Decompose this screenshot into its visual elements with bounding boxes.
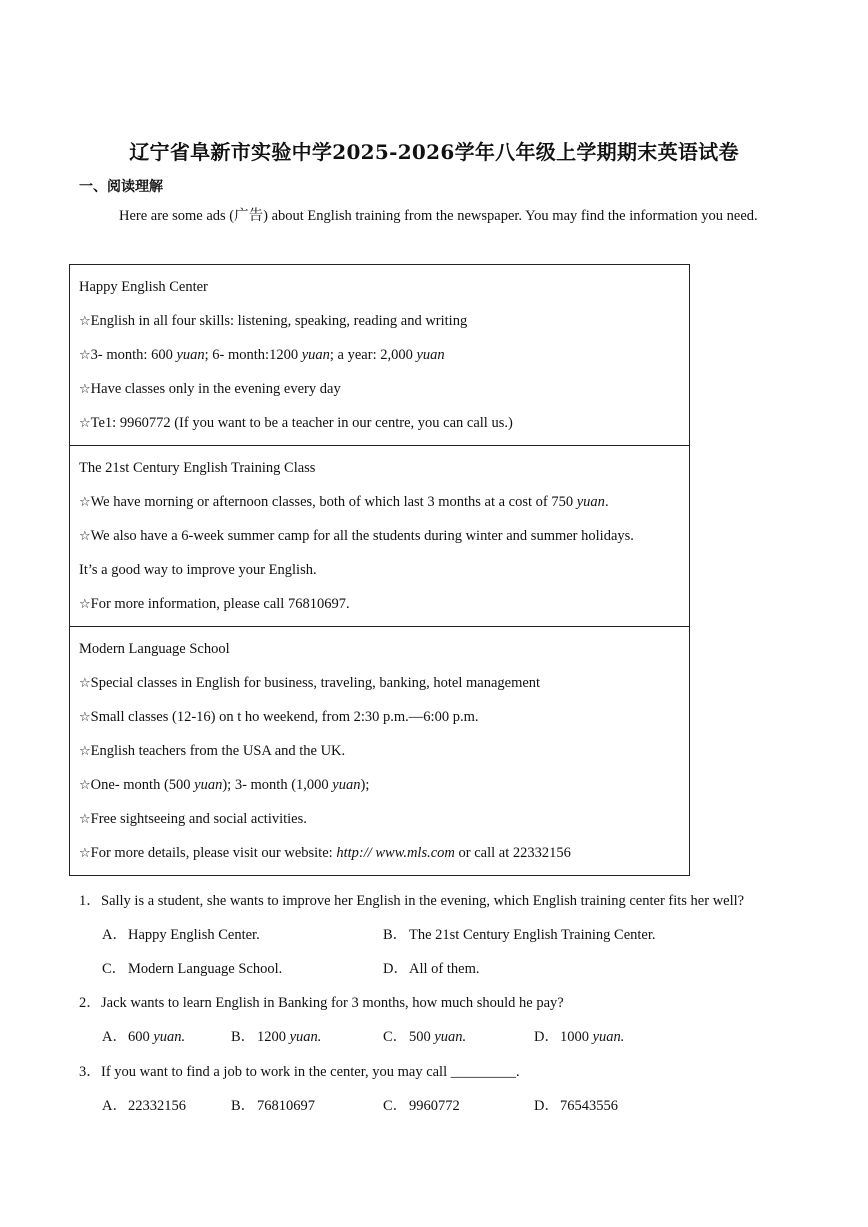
option-letter: A．	[102, 1029, 127, 1045]
option-letter: C．	[383, 1029, 408, 1045]
star-icon: ☆	[79, 416, 91, 431]
star-icon: ☆	[79, 812, 91, 827]
question-stem	[79, 1060, 520, 1081]
option-letter: B．	[231, 1029, 256, 1045]
text-fragment: 600	[128, 1029, 154, 1045]
text-fragment: It’s a good way to improve your English.	[79, 562, 317, 578]
option-letter: A．	[102, 927, 127, 943]
text-fragment: or call at 22332156	[454, 845, 571, 861]
ad-title: The 21st Century English Training Class	[79, 460, 316, 476]
italic-text: yuan.	[153, 1029, 186, 1045]
question-number: 1．	[79, 893, 101, 909]
ad-line	[79, 587, 680, 621]
text-fragment: Happy English Center.	[128, 927, 260, 943]
ad-line	[79, 768, 680, 802]
star-icon: ☆	[79, 495, 91, 510]
text-fragment: 500	[409, 1029, 435, 1045]
ad-block	[70, 265, 689, 446]
text-fragment: 76810697	[257, 1098, 315, 1114]
option-letter: B．	[231, 1098, 256, 1114]
option-letter: C．	[383, 1098, 408, 1114]
text-fragment: );	[360, 777, 370, 793]
option-letter: A．	[102, 1098, 127, 1114]
answer-option[interactable]	[383, 1025, 466, 1046]
ad-title: Happy English Center	[79, 279, 208, 295]
question-text: If you want to find a job to work in the center, you may call _________.	[101, 1064, 520, 1080]
ad-line	[79, 406, 680, 440]
text-fragment: Small classes (12-16) on t ho weekend, from 2:30 p.m.—6:00 p.m.	[90, 709, 479, 725]
ad-title: Modern Language School	[79, 641, 230, 657]
ad-line	[79, 802, 680, 836]
text-fragment: For more information, please call 76810697.	[90, 596, 350, 612]
text-fragment: We have morning or afternoon classes, both of which last 3 months at a cost of 750	[90, 494, 577, 510]
italic-text: yuan	[301, 347, 330, 363]
text-fragment: Have classes only in the evening every day	[90, 381, 341, 397]
text-fragment: 76543556	[560, 1098, 618, 1114]
text-fragment: For more details, please visit our website:	[90, 845, 337, 861]
text-fragment: We also have a 6-week summer camp for all the students during winter and summer holidays.	[90, 528, 634, 544]
question-stem	[79, 889, 744, 910]
text-fragment: ; 6- month:1200	[204, 347, 302, 363]
ad-line	[79, 734, 680, 768]
text-fragment: All of them.	[409, 961, 480, 977]
intro-paragraph: Here are some ads (广告) about English training from the newspaper. You may find the information you need.	[119, 208, 758, 224]
star-icon: ☆	[79, 314, 91, 329]
page-title: 辽宁省阜新市实验中学2025-2026学年八年级上学期期末英语试卷	[129, 140, 739, 164]
star-icon: ☆	[79, 846, 91, 861]
section-heading: 一、阅读理解	[79, 179, 163, 195]
italic-text: yuan.	[434, 1029, 467, 1045]
text-fragment: 3- month: 600	[90, 347, 177, 363]
option-letter: D．	[534, 1098, 559, 1114]
answer-option[interactable]	[102, 1025, 185, 1046]
star-icon: ☆	[79, 529, 91, 544]
option-letter: D．	[534, 1029, 559, 1045]
answer-option[interactable]	[102, 923, 260, 944]
answer-option[interactable]	[102, 1094, 186, 1115]
ad-line	[79, 372, 680, 406]
star-icon: ☆	[79, 597, 91, 612]
ad-block	[70, 627, 689, 875]
text-fragment: English teachers from the USA and the UK.	[90, 743, 346, 759]
text-fragment: Free sightseeing and social activities.	[90, 811, 307, 827]
ad-line	[79, 485, 680, 519]
question-text: Sally is a student, she wants to improve her English in the evening, which English training center fits her well?	[101, 893, 745, 909]
text-fragment: .	[604, 494, 609, 510]
star-icon: ☆	[79, 710, 91, 725]
answer-option[interactable]	[383, 1094, 460, 1115]
star-icon: ☆	[79, 676, 91, 691]
text-fragment: 9960772	[409, 1098, 460, 1114]
answer-option[interactable]	[231, 1094, 315, 1115]
text-fragment: 1000	[560, 1029, 593, 1045]
ad-line	[79, 666, 680, 700]
ad-line	[79, 700, 680, 734]
question-number: 3．	[79, 1064, 101, 1080]
text-fragment: The 21st Century English Training Center.	[409, 927, 656, 943]
text-fragment: Modern Language School.	[128, 961, 283, 977]
italic-text: yuan	[332, 777, 361, 793]
answer-option[interactable]	[231, 1025, 321, 1046]
text-fragment: ; a year: 2,000	[329, 347, 417, 363]
text-fragment: ); 3- month (1,000	[222, 777, 333, 793]
question-text: Jack wants to learn English in Banking for 3 months, how much should he pay?	[101, 995, 564, 1011]
text-fragment: 1200	[257, 1029, 290, 1045]
question-number: 2．	[79, 995, 101, 1011]
italic-text: yuan	[194, 777, 223, 793]
italic-text: yuan.	[592, 1029, 625, 1045]
text-fragment: 22332156	[128, 1098, 186, 1114]
star-icon: ☆	[79, 348, 91, 363]
star-icon: ☆	[79, 778, 91, 793]
option-letter: D．	[383, 961, 408, 977]
option-letter: B．	[383, 927, 408, 943]
italic-text: yuan	[416, 347, 445, 363]
question-stem	[79, 991, 564, 1012]
italic-text: http:// www.mls.com	[336, 845, 455, 861]
ads-table	[69, 264, 690, 876]
star-icon: ☆	[79, 744, 91, 759]
answer-option[interactable]	[383, 923, 656, 944]
ad-line	[79, 553, 680, 587]
text-fragment: One- month (500	[90, 777, 195, 793]
ad-line	[79, 338, 680, 372]
ad-line	[79, 519, 680, 553]
answer-option[interactable]	[383, 957, 479, 978]
answer-option[interactable]	[534, 1025, 624, 1046]
text-fragment: English in all four skills: listening, speaking, reading and writing	[90, 313, 468, 329]
ad-line	[79, 836, 680, 870]
italic-text: yuan	[176, 347, 205, 363]
answer-option[interactable]	[534, 1094, 618, 1115]
italic-text: yuan	[576, 494, 605, 510]
ad-block	[70, 446, 689, 627]
text-fragment: Te1: 9960772 (If you want to be a teacher in our centre, you can call us.)	[90, 415, 513, 431]
answer-option[interactable]	[102, 957, 282, 978]
option-letter: C．	[102, 961, 127, 977]
text-fragment: Special classes in English for business, traveling, banking, hotel management	[90, 675, 541, 691]
ad-line	[79, 304, 680, 338]
star-icon: ☆	[79, 382, 91, 397]
italic-text: yuan.	[289, 1029, 322, 1045]
